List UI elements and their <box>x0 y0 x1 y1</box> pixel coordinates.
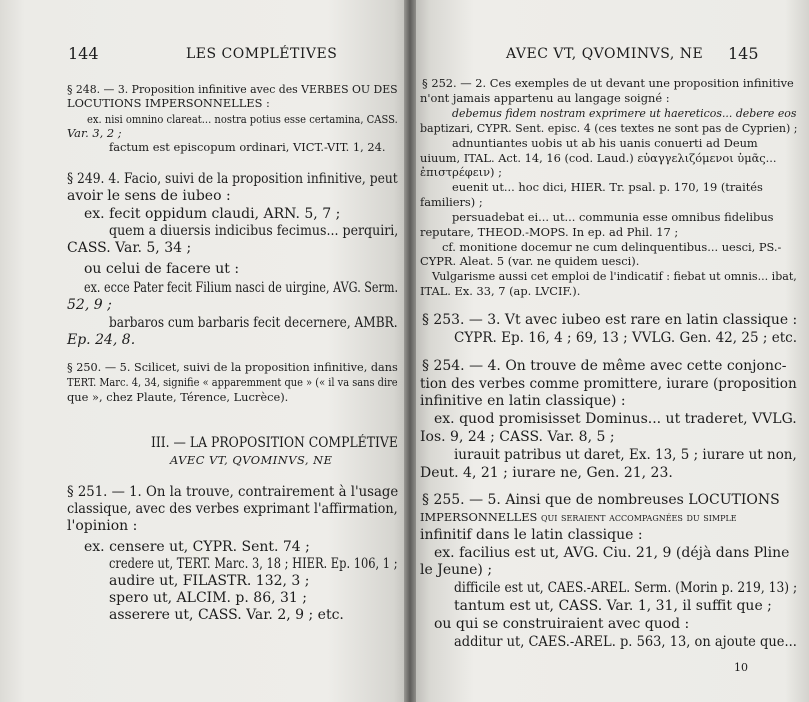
text-line: ou qui se construiraient avec quod : <box>434 616 690 632</box>
text-line: le Jeune) ; <box>420 562 493 578</box>
text-line: uiuum, ITAL. Act. 14, 16 (cod. Laud.) εὐαγγελιζόμενοι ὑμᾶς... <box>420 151 777 165</box>
text-line: Vulgarisme aussi cet emploi de l'indicatif : fiebat ut omnis... ibat, <box>432 269 797 283</box>
text-line: baptizari, CYPR. Sent. episc. 4 (ces textes ne sont pas de Cyprien) ; <box>420 121 798 135</box>
signature-mark: 10 <box>734 661 748 674</box>
text-line: factum est episcopum ordinari, VICT.-VIT. 1, 24. <box>109 140 386 154</box>
running-head-right: AVEC VT, QVOMINVS, NE <box>506 46 704 62</box>
page-number-left: 144 <box>68 44 99 63</box>
text-line: ex. censere ut, CYPR. Sent. 74 ; <box>84 539 310 555</box>
text-line: debemus fidem nostram exprimere ut haereticos... debere eos <box>452 106 797 120</box>
text-line: ou celui de facere ut : <box>84 261 240 277</box>
text-line: l'opinion : <box>67 518 138 534</box>
text-line: infinitif dans le latin classique : <box>420 527 643 543</box>
text-line: ex. facilius est ut, AVG. Ciu. 21, 9 (déjà dans Pline <box>434 545 790 561</box>
text-line: tantum est ut, CASS. Var. 1, 31, il suffit que ; <box>454 598 772 614</box>
text-line: persuadebat ei... ut... communia esse omnibus fidelibus <box>452 210 774 224</box>
text-line: familiers) ; <box>420 195 483 209</box>
text-line: ex. fecit oppidum claudi, ARN. 5, 7 ; <box>84 206 341 222</box>
text-line: ex. ecce Pater fecit Filium nasci de uirgine, AVG. Serm. <box>84 280 398 296</box>
text-line: audire ut, FILASTR. 132, 3 ; <box>109 573 310 589</box>
text-line: ἐπιστρέφειν) ; <box>420 165 502 179</box>
text-line: spero ut, ALCIM. p. 86, 31 ; <box>109 590 307 606</box>
text-line: § 251. — 1. On la trouve, contrairement à l'usage <box>67 484 399 500</box>
text-line: TERT. Marc. 4, 34, signifie « apparemment que » (« il va sans dire <box>67 375 398 389</box>
text-line: § 249. 4. Facio, suivi de la proposition infinitive, peut <box>67 171 398 187</box>
text-line: § 252. — 2. Ces exemples de ut devant une proposition infinitive <box>422 76 794 90</box>
text-line: additur ut, CAES.-AREL. p. 563, 13, on ajoute que... <box>454 634 797 650</box>
text-line: § 255. — 5. Ainsi que de nombreuses LOCUTIONS <box>422 492 780 508</box>
text-line: § 253. — 3. Vt avec iubeo est rare en latin classique : <box>422 312 798 328</box>
section-heading: III. — LA PROPOSITION COMPLÉTIVE <box>151 435 398 451</box>
text-line: avoir le sens de iubeo : <box>67 188 231 204</box>
text-line: CYPR. Ep. 16, 4 ; 69, 13 ; VVLG. Gen. 42, 25 ; etc. <box>454 330 798 346</box>
text-line: ex. quod promisisset Dominus... ut traderet, VVLG. <box>434 411 797 427</box>
text-line: § 250. — 5. Scilicet, suivi de la proposition infinitive, dans <box>67 360 398 374</box>
text-line: n'ont jamais appartenu au langage soigné : <box>420 91 670 105</box>
text-line: Var. 3, 2 ; <box>67 126 122 140</box>
text-line: reputare, THEOD.-MOPS. In ep. ad Phil. 17 ; <box>420 225 679 239</box>
text-line: Ios. 9, 24 ; CASS. Var. 8, 5 ; <box>420 429 615 445</box>
text-line: que », chez Plaute, Térence, Lucrèce). <box>67 390 289 404</box>
text-line: asserere ut, CASS. Var. 2, 9 ; etc. <box>109 607 344 623</box>
right-page <box>410 0 809 702</box>
text-line: quem a diuersis indicibus fecimus... perquiri, <box>109 223 399 239</box>
text-line: § 248. — 3. Proposition infinitive avec des VERBES OU DES <box>67 82 398 96</box>
text-line: Ep. 24, 8. <box>67 332 136 348</box>
book-gutter <box>404 0 416 702</box>
text-line: infinitive en latin classique) : <box>420 393 626 409</box>
text-line: barbaros cum barbaris fecit decernere, AMBR. <box>109 315 398 331</box>
section-subheading: AVEC VT, QVOMINVS, NE <box>170 453 333 467</box>
text-line: CASS. Var. 5, 34 ; <box>67 240 192 256</box>
text-line: ex. nisi omnino clareat... nostra potius esse certamina, CASS. <box>87 112 398 126</box>
text-line: adnuntiantes uobis ut ab his uanis conuerti ad Deum <box>452 136 758 150</box>
text-line: § 254. — 4. On trouve de même avec cette conjonc- <box>422 358 787 374</box>
text-line: ITAL. Ex. 33, 7 (ap. LVCIF.). <box>420 284 581 298</box>
text-line: CYPR. Aleat. 5 (var. ne quidem uesci). <box>420 254 640 268</box>
text-line: tion des verbes comme promittere, iurare (proposition <box>420 376 797 392</box>
text-line: iurauit patribus ut daret, Ex. 13, 5 ; iurare ut non, <box>454 447 797 463</box>
text-line: Deut. 4, 21 ; iurare ne, Gen. 21, 23. <box>420 465 673 481</box>
text-line: cf. monitione docemur ne cum delinquentibus... uesci, PS.- <box>442 240 782 254</box>
text-line: IMPERSONNELLES qui seraient accompagnées du simple <box>420 510 737 524</box>
text-line: difficile est ut, CAES.-AREL. Serm. (Morin p. 219, 13) ; <box>454 580 798 596</box>
page-number-right: 145 <box>728 44 759 63</box>
text-line: LOCUTIONS IMPERSONNELLES : <box>67 96 270 110</box>
text-line: euenit ut... hoc dici, HIER. Tr. psal. p. 170, 19 (traités <box>452 180 763 194</box>
running-head-left: LES COMPLÉTIVES <box>186 46 338 62</box>
text-line: classique, avec des verbes exprimant l'affirmation, <box>67 501 398 517</box>
text-line: credere ut, TERT. Marc. 3, 18 ; HIER. Ep. 106, 1 ; <box>109 556 398 572</box>
text-line: 52, 9 ; <box>67 297 112 313</box>
